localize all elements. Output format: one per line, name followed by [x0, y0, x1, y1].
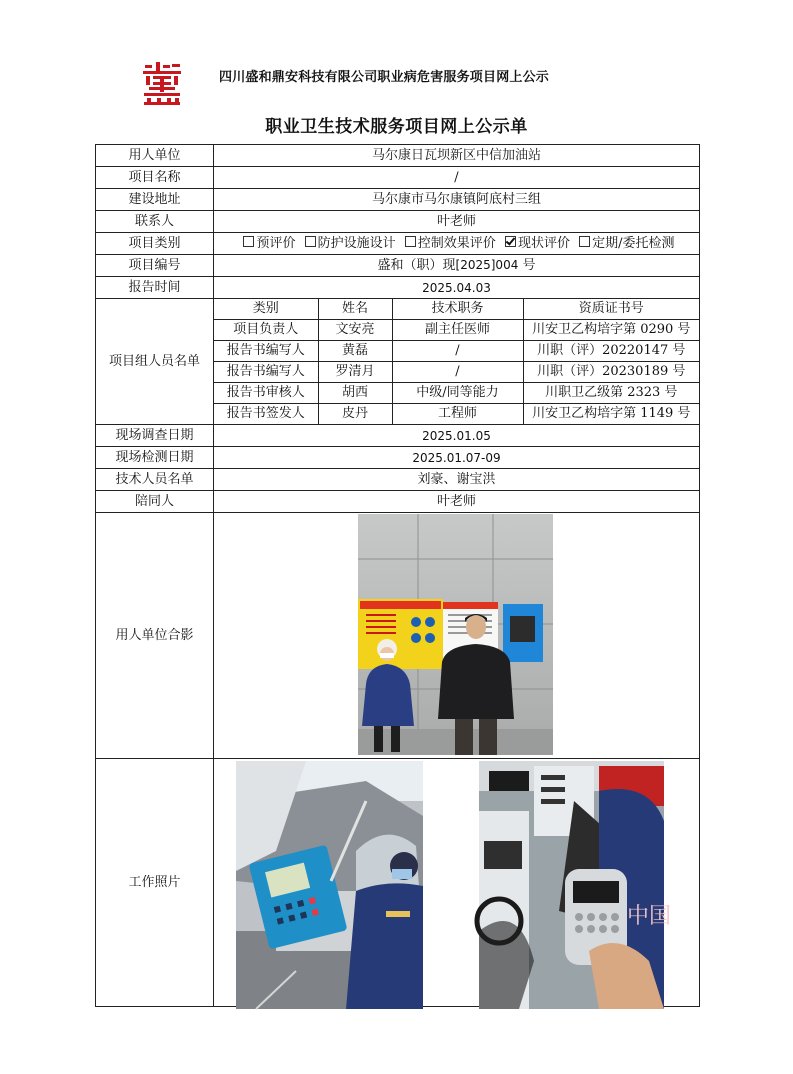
- label-project-no: 项目编号: [96, 255, 214, 277]
- label-survey-date: 现场调查日期: [96, 425, 214, 447]
- company-seal-logo-icon: [141, 62, 183, 106]
- value-address: 马尔康市马尔康镇阿底村三组: [214, 189, 700, 211]
- team-header-row: [214, 299, 699, 320]
- member-role: 报告书签发人: [214, 404, 318, 425]
- team-header-name: 姓名: [318, 299, 392, 320]
- member-role: 报告书编写人: [214, 362, 318, 383]
- label-project-name: 项目名称: [96, 167, 214, 189]
- member-role: 项目负责人: [214, 320, 318, 341]
- option-status-assessment: 现状评价: [517, 235, 570, 251]
- row-team: [96, 299, 700, 425]
- label-address: 建设地址: [96, 189, 214, 211]
- label-employer: 用人单位: [96, 145, 214, 167]
- company-name: 四川盛和鼎安科技有限公司职业病危害服务项目网上公示: [219, 70, 550, 85]
- team-header-role: 类别: [214, 299, 318, 320]
- row-project-name: [96, 167, 700, 189]
- work-photo-sampler: [236, 761, 423, 1009]
- team-cell: [214, 299, 700, 425]
- value-report-date: 2025.04.03: [214, 277, 700, 299]
- team-header-title: 技术职务: [392, 299, 523, 320]
- member-cert: 川职（评）20230189 号: [523, 362, 699, 383]
- page-header: [0, 56, 793, 106]
- value-contact: 叶老师: [214, 211, 700, 233]
- row-escort: [96, 491, 700, 513]
- member-role: 报告书审核人: [214, 383, 318, 404]
- project-no-number: [2025]004: [455, 258, 519, 272]
- label-group-photo: 用人单位合影: [96, 513, 214, 759]
- member-title: 中级/同等能力: [392, 383, 523, 404]
- work-photo-sound-meter: [479, 761, 672, 1009]
- member-name: 文安亮: [318, 320, 392, 341]
- checkbox-periodic-testing[interactable]: [579, 236, 590, 247]
- member-cert: 川职卫乙级第 2323 号: [523, 383, 699, 404]
- label-contact: 联系人: [96, 211, 214, 233]
- row-report-date: [96, 277, 700, 299]
- member-cert: 川安卫乙构培字第 1149 号: [523, 404, 699, 425]
- row-category: [96, 233, 700, 255]
- label-work-photos: 工作照片: [96, 759, 214, 1007]
- team-row: [214, 404, 699, 425]
- label-test-date: 现场检测日期: [96, 447, 214, 469]
- row-technicians: [96, 469, 700, 491]
- label-category: 项目类别: [96, 233, 214, 255]
- label-report-date: 报告时间: [96, 277, 214, 299]
- member-name: 皮丹: [318, 404, 392, 425]
- member-name: 黄磊: [318, 341, 392, 362]
- document-title: 职业卫生技术服务项目网上公示单: [265, 117, 528, 137]
- checkbox-control-effect[interactable]: [405, 236, 416, 247]
- member-role: 报告书编写人: [214, 341, 318, 362]
- value-employer: 马尔康日瓦坝新区中信加油站: [214, 145, 700, 167]
- member-title: /: [392, 341, 523, 362]
- team-table: [214, 299, 699, 424]
- member-name: 胡西: [318, 383, 392, 404]
- member-title: /: [392, 362, 523, 383]
- member-cert: 川职（评）20220147 号: [523, 341, 699, 362]
- label-team: 项目组人员名单: [96, 299, 214, 425]
- member-title: 副主任医师: [392, 320, 523, 341]
- value-escort: 叶老师: [214, 491, 700, 513]
- member-cert: 川安卫乙构培字第 0290 号: [523, 320, 699, 341]
- value-test-date: 2025.01.07-09: [214, 447, 700, 469]
- team-row: [214, 341, 699, 362]
- option-pre-assessment: 预评价: [256, 235, 296, 251]
- project-no-prefix: 盛和（职）现: [377, 258, 456, 273]
- value-category: [214, 233, 700, 255]
- option-periodic-testing: 定期/委托检测: [592, 235, 675, 251]
- row-test-date: [96, 447, 700, 469]
- checkbox-protection-design[interactable]: [305, 236, 316, 247]
- member-title: 工程师: [392, 404, 523, 425]
- member-name: 罗清月: [318, 362, 392, 383]
- value-project-no: [214, 255, 700, 277]
- checkbox-pre-assessment[interactable]: [243, 236, 254, 247]
- value-survey-date: 2025.01.05: [214, 425, 700, 447]
- option-control-effect: 控制效果评价: [417, 235, 496, 251]
- team-header-cert: 资质证书号: [523, 299, 699, 320]
- row-survey-date: [96, 425, 700, 447]
- team-row: [214, 383, 699, 404]
- label-technicians: 技术人员名单: [96, 469, 214, 491]
- label-escort: 陪同人: [96, 491, 214, 513]
- value-technicians: 刘豪、谢宝洪: [214, 469, 700, 491]
- row-employer: [96, 145, 700, 167]
- value-project-name: /: [214, 167, 700, 189]
- checkbox-status-assessment[interactable]: [505, 236, 516, 247]
- option-protection-design: 防护设施设计: [317, 235, 396, 251]
- team-row: [214, 320, 699, 341]
- svg-text:中国: 中国: [627, 903, 672, 928]
- row-address: [96, 189, 700, 211]
- row-project-no: [96, 255, 700, 277]
- row-contact: [96, 211, 700, 233]
- group-photo: [358, 514, 553, 755]
- team-row: [214, 362, 699, 383]
- project-no-suffix: 号: [518, 258, 536, 273]
